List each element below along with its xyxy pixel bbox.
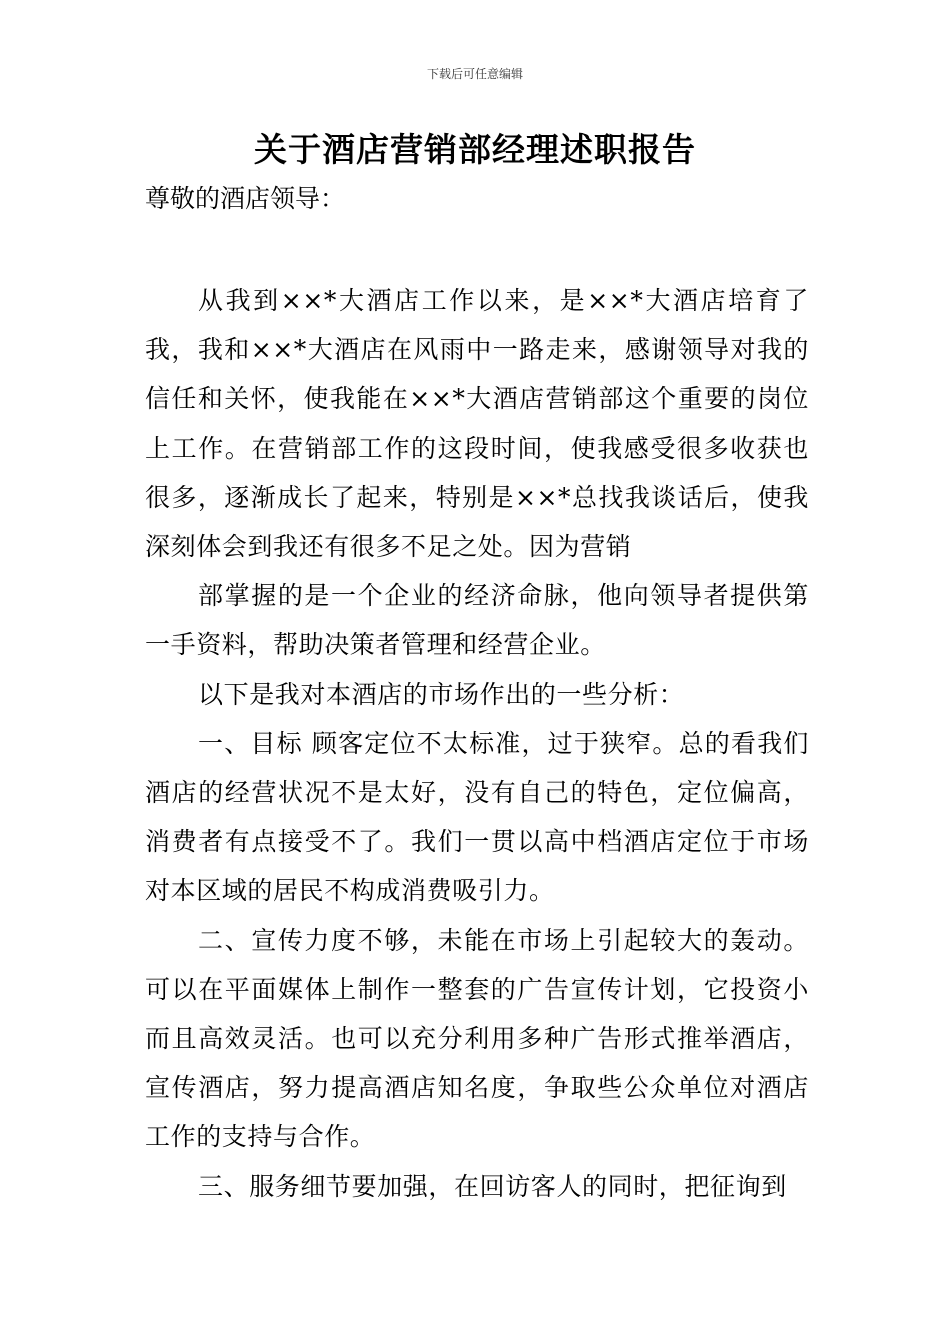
document-title: 关于酒店营销部经理述职报告: [254, 130, 696, 169]
paragraph: 部掌握的是一个企业的经济命脉，他向领导者提供第一手资料，帮助决策者管理和经营企业。: [145, 581, 809, 660]
paragraph: 以下是我对本酒店的市场作出的一些分析：: [198, 679, 685, 709]
paragraph: 二、宣传力度不够，未能在市场上引起较大的轰动。可以在平面媒体上制作一整套的广告宣传计划，它投资小而且高效灵活。也可以充分利用多种广告形式推举酒店，宣传酒店，努力提高酒店知名度，争取些公众单位对酒店工作的支持与合作。: [145, 925, 809, 1152]
salutation: 尊敬的酒店领导：: [145, 184, 346, 213]
paragraph: 三、服务细节要加强，在回访客人的同时，把征询到: [198, 1171, 787, 1201]
paragraph: 从我到××*大酒店工作以来，是××*大酒店培育了我，我和××*大酒店在风雨中一路走来，感谢领导对我的信任和关怀，使我能在××*大酒店营销部这个重要的岗位上工作。在营销部工作的这段时间，使我感受很多收获也很多，逐渐成长了起来，特别是××*总找我谈话后，使我深刻体会到我还有很多不足之处。因为营销: [145, 286, 809, 562]
header-note: 下载后可任意编辑: [426, 67, 523, 81]
paragraph: 一、目标 顾客定位不太标准，过于狭窄。总的看我们酒店的经营状况不是太好，没有自己的特色，定位偏高，消费者有点接受不了。我们一贯以高中档酒店定位于市场对本区域的居民不构成消费吸引力。: [145, 728, 809, 906]
document-body: [145, 276, 809, 1211]
